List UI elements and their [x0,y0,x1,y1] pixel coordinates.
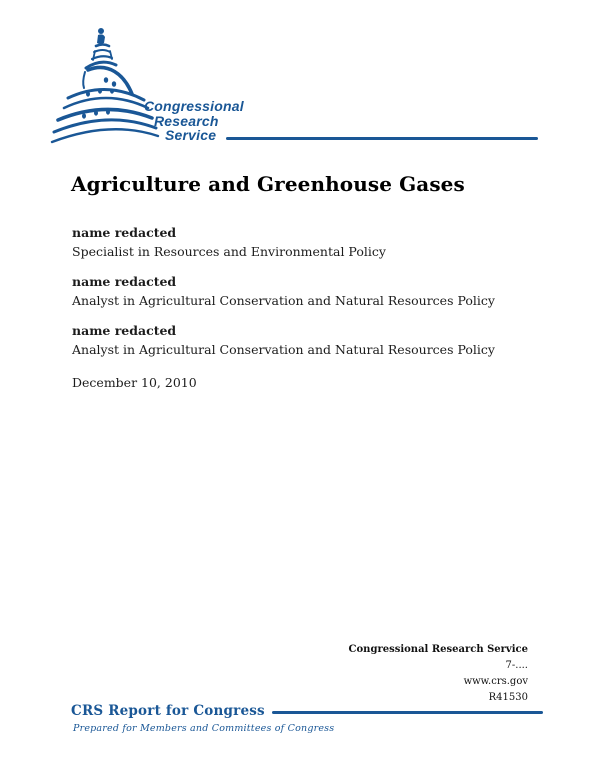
author-block [72,223,495,370]
footer-contact-block [349,642,528,706]
footer-banner-title: CRS Report for Congress [71,703,265,719]
logo-line-service: Service [165,127,217,143]
author-entry [72,321,495,359]
footer-banner [71,703,543,719]
report-title: Agriculture and Greenhouse Gases [71,172,465,196]
crs-logo-wordmark [144,99,244,143]
header-rule [226,137,538,140]
logo-line-research: Research [154,112,219,129]
footer-tagline: Prepared for Members and Committees of Congress [73,723,335,734]
author-entry [72,223,495,261]
author-entry [72,272,495,310]
footer-banner-rule [272,711,543,714]
author-name: name redacted [72,225,177,240]
logo-line-congressional: Congressional [144,98,244,114]
author-role: Analyst in Agricultural Conservation and Natural Resources Policy [72,342,495,357]
report-date: December 10, 2010 [72,375,197,390]
author-name: name redacted [72,274,177,289]
author-role: Specialist in Resources and Environmental Policy [72,244,386,259]
footer-org-name: Congressional Research Service [348,644,528,655]
footer-report-number: R41530 [488,692,528,703]
author-role: Analyst in Agricultural Conservation and Natural Resources Policy [72,293,495,308]
footer-website: www.crs.gov [463,676,528,687]
footer-phone: 7-.... [505,660,528,671]
author-name: name redacted [72,323,177,338]
